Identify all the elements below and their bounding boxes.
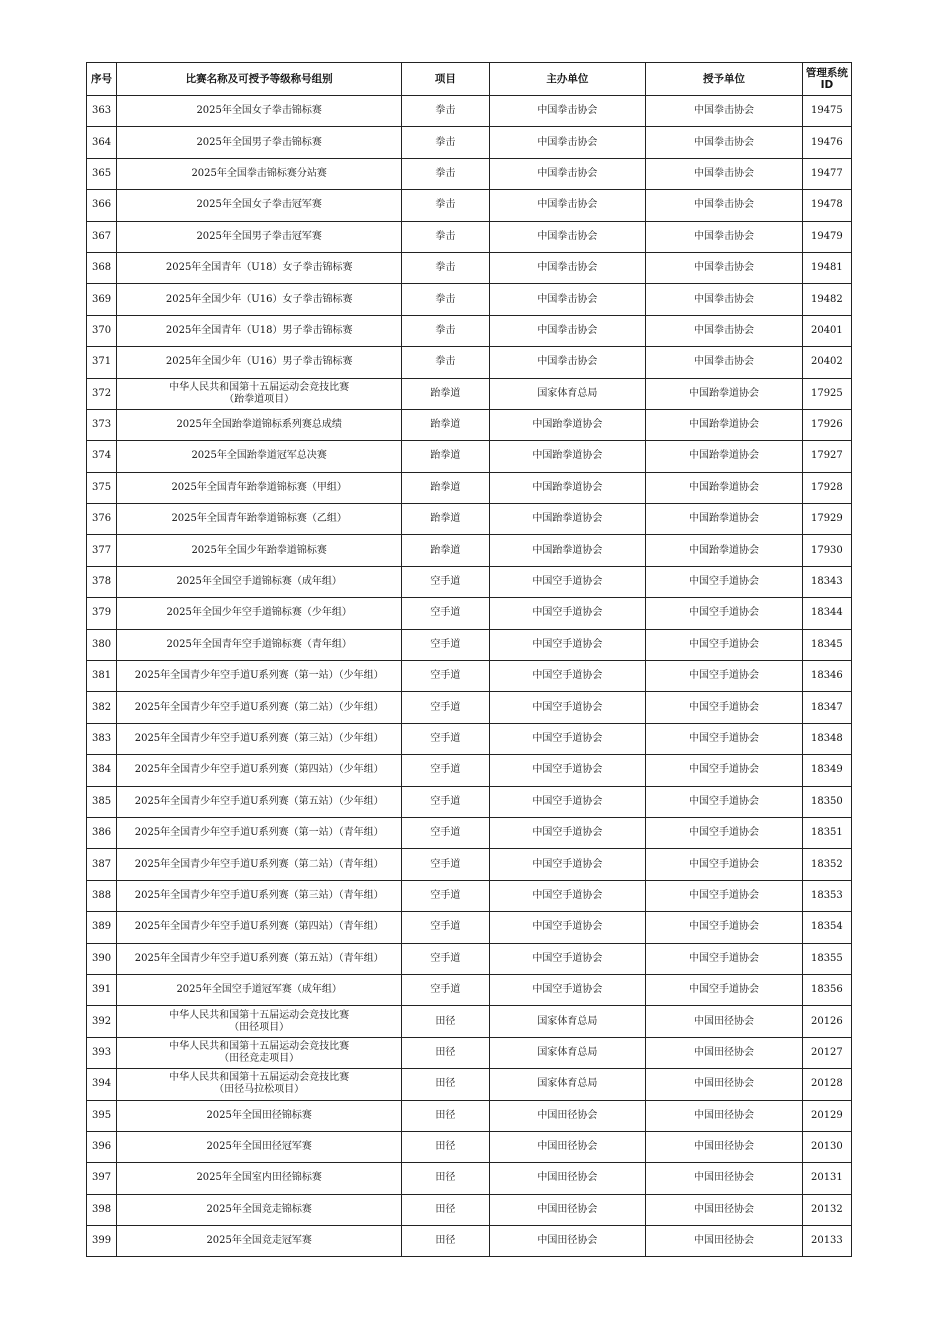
- cell-host: 中国空手道协会: [489, 755, 646, 786]
- cell-grantor: 中国空手道协会: [646, 629, 803, 660]
- header-grantor: 授予单位: [646, 63, 803, 96]
- cell-host: 中国田径协会: [489, 1163, 646, 1194]
- cell-competition-name: 2025年全国田径冠军赛: [117, 1131, 402, 1162]
- cell-system-id: 20130: [802, 1131, 851, 1162]
- table-row: [87, 1194, 852, 1225]
- cell-no: 370: [87, 315, 117, 346]
- table-row: [87, 755, 852, 786]
- cell-host: 中国空手道协会: [489, 629, 646, 660]
- cell-no: 372: [87, 378, 117, 409]
- cell-event: 空手道: [402, 786, 489, 817]
- cell-grantor: 中国田径协会: [646, 1037, 803, 1068]
- cell-system-id: 19477: [802, 158, 851, 189]
- cell-competition-name: 2025年全国竞走锦标赛: [117, 1194, 402, 1225]
- cell-competition-name: 2025年全国竞走冠军赛: [117, 1226, 402, 1257]
- cell-event: 拳击: [402, 96, 489, 127]
- cell-host: 中国空手道协会: [489, 723, 646, 754]
- table-row: [87, 1069, 852, 1100]
- cell-competition-name: 2025年全国女子拳击锦标赛: [117, 96, 402, 127]
- cell-no: 373: [87, 409, 117, 440]
- cell-event: 拳击: [402, 284, 489, 315]
- cell-host: 中国空手道协会: [489, 598, 646, 629]
- cell-system-id: 20131: [802, 1163, 851, 1194]
- cell-host: 中国空手道协会: [489, 692, 646, 723]
- cell-system-id: 20133: [802, 1226, 851, 1257]
- cell-host: 国家体育总局: [489, 1069, 646, 1100]
- cell-host: 中国跆拳道协会: [489, 504, 646, 535]
- table-row: [87, 409, 852, 440]
- cell-host: 中国田径协会: [489, 1131, 646, 1162]
- cell-competition-name: 中华人民共和国第十五届运动会竞技比赛 （田径项目）: [117, 1006, 402, 1037]
- cell-competition-name: 中华人民共和国第十五届运动会竞技比赛 （田径马拉松项目）: [117, 1069, 402, 1100]
- cell-no: 383: [87, 723, 117, 754]
- cell-host: 中国空手道协会: [489, 943, 646, 974]
- cell-no: 369: [87, 284, 117, 315]
- cell-system-id: 18343: [802, 566, 851, 597]
- cell-system-id: 19476: [802, 127, 851, 158]
- cell-host: 中国拳击协会: [489, 347, 646, 378]
- cell-no: 393: [87, 1037, 117, 1068]
- cell-grantor: 中国空手道协会: [646, 566, 803, 597]
- table-row: [87, 723, 852, 754]
- cell-event: 田径: [402, 1037, 489, 1068]
- cell-event: 空手道: [402, 943, 489, 974]
- cell-host: 中国空手道协会: [489, 849, 646, 880]
- table-row: [87, 1100, 852, 1131]
- cell-system-id: 18351: [802, 817, 851, 848]
- cell-no: 377: [87, 535, 117, 566]
- cell-host: 中国空手道协会: [489, 786, 646, 817]
- cell-grantor: 中国跆拳道协会: [646, 535, 803, 566]
- cell-no: 395: [87, 1100, 117, 1131]
- cell-grantor: 中国空手道协会: [646, 661, 803, 692]
- cell-system-id: 17930: [802, 535, 851, 566]
- cell-no: 367: [87, 221, 117, 252]
- cell-competition-name: 2025年全国青年跆拳道锦标赛（乙组）: [117, 504, 402, 535]
- cell-grantor: 中国空手道协会: [646, 755, 803, 786]
- cell-grantor: 中国跆拳道协会: [646, 504, 803, 535]
- cell-competition-name: 2025年全国青年跆拳道锦标赛（甲组）: [117, 472, 402, 503]
- cell-system-id: 17928: [802, 472, 851, 503]
- cell-system-id: 18348: [802, 723, 851, 754]
- cell-event: 田径: [402, 1163, 489, 1194]
- cell-event: 田径: [402, 1194, 489, 1225]
- cell-grantor: 中国空手道协会: [646, 974, 803, 1005]
- cell-event: 田径: [402, 1131, 489, 1162]
- table-row: [87, 943, 852, 974]
- cell-event: 跆拳道: [402, 535, 489, 566]
- cell-no: 371: [87, 347, 117, 378]
- table-row: [87, 817, 852, 848]
- cell-system-id: 20129: [802, 1100, 851, 1131]
- cell-no: 381: [87, 661, 117, 692]
- cell-competition-name: 2025年全国女子拳击冠军赛: [117, 190, 402, 221]
- cell-host: 国家体育总局: [489, 1037, 646, 1068]
- cell-event: 空手道: [402, 974, 489, 1005]
- cell-host: 中国田径协会: [489, 1100, 646, 1131]
- cell-grantor: 中国跆拳道协会: [646, 472, 803, 503]
- cell-host: 中国拳击协会: [489, 96, 646, 127]
- table-row: [87, 221, 852, 252]
- cell-no: 380: [87, 629, 117, 660]
- cell-competition-name: 2025年全国青少年空手道U系列赛（第五站）（青年组）: [117, 943, 402, 974]
- table-row: [87, 974, 852, 1005]
- cell-host: 中国跆拳道协会: [489, 441, 646, 472]
- cell-event: 拳击: [402, 190, 489, 221]
- cell-no: 379: [87, 598, 117, 629]
- cell-system-id: 20126: [802, 1006, 851, 1037]
- cell-event: 拳击: [402, 252, 489, 283]
- cell-system-id: 17926: [802, 409, 851, 440]
- cell-no: 366: [87, 190, 117, 221]
- table-body: [87, 96, 852, 1257]
- cell-no: 399: [87, 1226, 117, 1257]
- cell-grantor: 中国空手道协会: [646, 817, 803, 848]
- cell-competition-name: 2025年全国青少年空手道U系列赛（第二站）（青年组）: [117, 849, 402, 880]
- cell-event: 空手道: [402, 629, 489, 660]
- cell-grantor: 中国田径协会: [646, 1226, 803, 1257]
- cell-event: 空手道: [402, 692, 489, 723]
- cell-host: 中国拳击协会: [489, 221, 646, 252]
- cell-competition-name: 2025年全国青少年空手道U系列赛（第二站）（少年组）: [117, 692, 402, 723]
- cell-grantor: 中国空手道协会: [646, 786, 803, 817]
- cell-grantor: 中国田径协会: [646, 1069, 803, 1100]
- cell-event: 拳击: [402, 347, 489, 378]
- cell-system-id: 18350: [802, 786, 851, 817]
- cell-grantor: 中国田径协会: [646, 1131, 803, 1162]
- cell-no: 363: [87, 96, 117, 127]
- cell-competition-name: 2025年全国青年空手道锦标赛（青年组）: [117, 629, 402, 660]
- cell-event: 跆拳道: [402, 378, 489, 409]
- cell-competition-name: 中华人民共和国第十五届运动会竞技比赛 （田径竞走项目）: [117, 1037, 402, 1068]
- cell-competition-name: 2025年全国少年（U16）女子拳击锦标赛: [117, 284, 402, 315]
- cell-grantor: 中国田径协会: [646, 1100, 803, 1131]
- cell-competition-name: 2025年全国青少年空手道U系列赛（第四站）（青年组）: [117, 912, 402, 943]
- cell-event: 拳击: [402, 127, 489, 158]
- cell-system-id: 18347: [802, 692, 851, 723]
- cell-grantor: 中国拳击协会: [646, 190, 803, 221]
- cell-system-id: 19481: [802, 252, 851, 283]
- cell-system-id: 18345: [802, 629, 851, 660]
- table-row: [87, 472, 852, 503]
- cell-system-id: 18353: [802, 880, 851, 911]
- cell-competition-name: 2025年全国青少年空手道U系列赛（第四站）（少年组）: [117, 755, 402, 786]
- cell-host: 中国空手道协会: [489, 974, 646, 1005]
- cell-event: 田径: [402, 1006, 489, 1037]
- cell-competition-name: 2025年全国男子拳击锦标赛: [117, 127, 402, 158]
- cell-event: 跆拳道: [402, 441, 489, 472]
- cell-no: 386: [87, 817, 117, 848]
- table-row: [87, 1226, 852, 1257]
- cell-grantor: 中国空手道协会: [646, 943, 803, 974]
- cell-no: 396: [87, 1131, 117, 1162]
- table-row: [87, 96, 852, 127]
- cell-competition-name: 2025年全国青年（U18）男子拳击锦标赛: [117, 315, 402, 346]
- cell-host: 中国拳击协会: [489, 127, 646, 158]
- cell-event: 田径: [402, 1100, 489, 1131]
- header-row: [87, 63, 852, 96]
- cell-no: 394: [87, 1069, 117, 1100]
- table-row: [87, 880, 852, 911]
- cell-system-id: 20127: [802, 1037, 851, 1068]
- table-row: [87, 504, 852, 535]
- table-row: [87, 566, 852, 597]
- table-row: [87, 849, 852, 880]
- cell-no: 388: [87, 880, 117, 911]
- table-row: [87, 912, 852, 943]
- cell-event: 拳击: [402, 315, 489, 346]
- cell-no: 374: [87, 441, 117, 472]
- cell-grantor: 中国田径协会: [646, 1163, 803, 1194]
- cell-system-id: 18344: [802, 598, 851, 629]
- cell-no: 378: [87, 566, 117, 597]
- cell-competition-name: 2025年全国室内田径锦标赛: [117, 1163, 402, 1194]
- cell-competition-name: 中华人民共和国第十五届运动会竞技比赛 （跆拳道项目）: [117, 378, 402, 409]
- cell-event: 空手道: [402, 849, 489, 880]
- cell-competition-name: 2025年全国青少年空手道U系列赛（第一站）（少年组）: [117, 661, 402, 692]
- cell-grantor: 中国空手道协会: [646, 723, 803, 754]
- cell-competition-name: 2025年全国空手道冠军赛（成年组）: [117, 974, 402, 1005]
- cell-competition-name: 2025年全国青少年空手道U系列赛（第三站）（青年组）: [117, 880, 402, 911]
- cell-no: 368: [87, 252, 117, 283]
- header-system-id: 管理系统 ID: [802, 63, 851, 96]
- cell-system-id: 17927: [802, 441, 851, 472]
- table-row: [87, 786, 852, 817]
- cell-competition-name: 2025年全国青少年空手道U系列赛（第三站）（少年组）: [117, 723, 402, 754]
- cell-grantor: 中国拳击协会: [646, 252, 803, 283]
- cell-system-id: 18356: [802, 974, 851, 1005]
- cell-system-id: 19482: [802, 284, 851, 315]
- table-row: [87, 441, 852, 472]
- table-row: [87, 284, 852, 315]
- cell-system-id: 19479: [802, 221, 851, 252]
- table-row: [87, 378, 852, 409]
- cell-grantor: 中国空手道协会: [646, 598, 803, 629]
- cell-grantor: 中国跆拳道协会: [646, 378, 803, 409]
- cell-event: 空手道: [402, 817, 489, 848]
- cell-grantor: 中国空手道协会: [646, 912, 803, 943]
- cell-grantor: 中国拳击协会: [646, 315, 803, 346]
- header-no: 序号: [87, 63, 117, 96]
- cell-system-id: 18349: [802, 755, 851, 786]
- cell-grantor: 中国拳击协会: [646, 221, 803, 252]
- cell-host: 中国空手道协会: [489, 912, 646, 943]
- cell-grantor: 中国田径协会: [646, 1006, 803, 1037]
- table-row: [87, 347, 852, 378]
- cell-system-id: 19475: [802, 96, 851, 127]
- cell-competition-name: 2025年全国男子拳击冠军赛: [117, 221, 402, 252]
- cell-event: 跆拳道: [402, 472, 489, 503]
- cell-grantor: 中国拳击协会: [646, 347, 803, 378]
- cell-no: 398: [87, 1194, 117, 1225]
- cell-no: 382: [87, 692, 117, 723]
- cell-grantor: 中国拳击协会: [646, 96, 803, 127]
- cell-grantor: 中国跆拳道协会: [646, 409, 803, 440]
- cell-no: 385: [87, 786, 117, 817]
- cell-no: 375: [87, 472, 117, 503]
- cell-competition-name: 2025年全国空手道锦标赛（成年组）: [117, 566, 402, 597]
- cell-event: 空手道: [402, 566, 489, 597]
- cell-host: 中国拳击协会: [489, 190, 646, 221]
- cell-competition-name: 2025年全国跆拳道锦标系列赛总成绩: [117, 409, 402, 440]
- cell-no: 387: [87, 849, 117, 880]
- cell-system-id: 20132: [802, 1194, 851, 1225]
- cell-no: 364: [87, 127, 117, 158]
- table-row: [87, 692, 852, 723]
- cell-event: 空手道: [402, 661, 489, 692]
- cell-system-id: 17929: [802, 504, 851, 535]
- cell-grantor: 中国空手道协会: [646, 692, 803, 723]
- cell-host: 中国拳击协会: [489, 315, 646, 346]
- header-host: 主办单位: [489, 63, 646, 96]
- table-row: [87, 535, 852, 566]
- cell-event: 田径: [402, 1069, 489, 1100]
- cell-competition-name: 2025年全国少年跆拳道锦标赛: [117, 535, 402, 566]
- cell-grantor: 中国拳击协会: [646, 284, 803, 315]
- cell-grantor: 中国空手道协会: [646, 880, 803, 911]
- cell-competition-name: 2025年全国少年（U16）男子拳击锦标赛: [117, 347, 402, 378]
- cell-host: 国家体育总局: [489, 1006, 646, 1037]
- cell-system-id: 18355: [802, 943, 851, 974]
- table-row: [87, 629, 852, 660]
- cell-no: 391: [87, 974, 117, 1005]
- cell-event: 拳击: [402, 221, 489, 252]
- cell-event: 跆拳道: [402, 504, 489, 535]
- cell-system-id: 20402: [802, 347, 851, 378]
- cell-system-id: 18352: [802, 849, 851, 880]
- table-row: [87, 1131, 852, 1162]
- cell-host: 中国田径协会: [489, 1226, 646, 1257]
- cell-host: 中国田径协会: [489, 1194, 646, 1225]
- cell-no: 392: [87, 1006, 117, 1037]
- table-row: [87, 190, 852, 221]
- cell-competition-name: 2025年全国少年空手道锦标赛（少年组）: [117, 598, 402, 629]
- cell-event: 空手道: [402, 598, 489, 629]
- competition-table: [86, 62, 852, 1257]
- cell-no: 390: [87, 943, 117, 974]
- cell-host: 中国拳击协会: [489, 252, 646, 283]
- cell-competition-name: 2025年全国青年（U18）女子拳击锦标赛: [117, 252, 402, 283]
- table-row: [87, 1163, 852, 1194]
- cell-event: 空手道: [402, 723, 489, 754]
- cell-no: 397: [87, 1163, 117, 1194]
- table-row: [87, 1037, 852, 1068]
- cell-event: 空手道: [402, 880, 489, 911]
- cell-grantor: 中国田径协会: [646, 1194, 803, 1225]
- cell-host: 中国跆拳道协会: [489, 472, 646, 503]
- cell-system-id: 18346: [802, 661, 851, 692]
- cell-system-id: 17925: [802, 378, 851, 409]
- cell-host: 中国空手道协会: [489, 880, 646, 911]
- cell-event: 空手道: [402, 755, 489, 786]
- cell-grantor: 中国拳击协会: [646, 158, 803, 189]
- cell-competition-name: 2025年全国跆拳道冠军总决赛: [117, 441, 402, 472]
- cell-competition-name: 2025年全国拳击锦标赛分站赛: [117, 158, 402, 189]
- cell-competition-name: 2025年全国田径锦标赛: [117, 1100, 402, 1131]
- cell-system-id: 20128: [802, 1069, 851, 1100]
- cell-competition-name: 2025年全国青少年空手道U系列赛（第五站）（少年组）: [117, 786, 402, 817]
- cell-no: 384: [87, 755, 117, 786]
- cell-host: 中国拳击协会: [489, 284, 646, 315]
- header-name: 比赛名称及可授予等级称号组别: [117, 63, 402, 96]
- cell-system-id: 19478: [802, 190, 851, 221]
- cell-host: 国家体育总局: [489, 378, 646, 409]
- cell-host: 中国空手道协会: [489, 566, 646, 597]
- table-row: [87, 661, 852, 692]
- cell-host: 中国跆拳道协会: [489, 409, 646, 440]
- cell-competition-name: 2025年全国青少年空手道U系列赛（第一站）（青年组）: [117, 817, 402, 848]
- cell-grantor: 中国跆拳道协会: [646, 441, 803, 472]
- cell-no: 365: [87, 158, 117, 189]
- cell-system-id: 20401: [802, 315, 851, 346]
- cell-system-id: 18354: [802, 912, 851, 943]
- cell-no: 389: [87, 912, 117, 943]
- table-row: [87, 158, 852, 189]
- header-event: 项目: [402, 63, 489, 96]
- table-row: [87, 127, 852, 158]
- cell-grantor: 中国拳击协会: [646, 127, 803, 158]
- table-row: [87, 252, 852, 283]
- table-row: [87, 598, 852, 629]
- table-row: [87, 1006, 852, 1037]
- table-row: [87, 315, 852, 346]
- cell-event: 拳击: [402, 158, 489, 189]
- cell-no: 376: [87, 504, 117, 535]
- cell-event: 空手道: [402, 912, 489, 943]
- cell-grantor: 中国空手道协会: [646, 849, 803, 880]
- cell-event: 跆拳道: [402, 409, 489, 440]
- cell-host: 中国跆拳道协会: [489, 535, 646, 566]
- cell-event: 田径: [402, 1226, 489, 1257]
- cell-host: 中国空手道协会: [489, 817, 646, 848]
- cell-host: 中国拳击协会: [489, 158, 646, 189]
- cell-host: 中国空手道协会: [489, 661, 646, 692]
